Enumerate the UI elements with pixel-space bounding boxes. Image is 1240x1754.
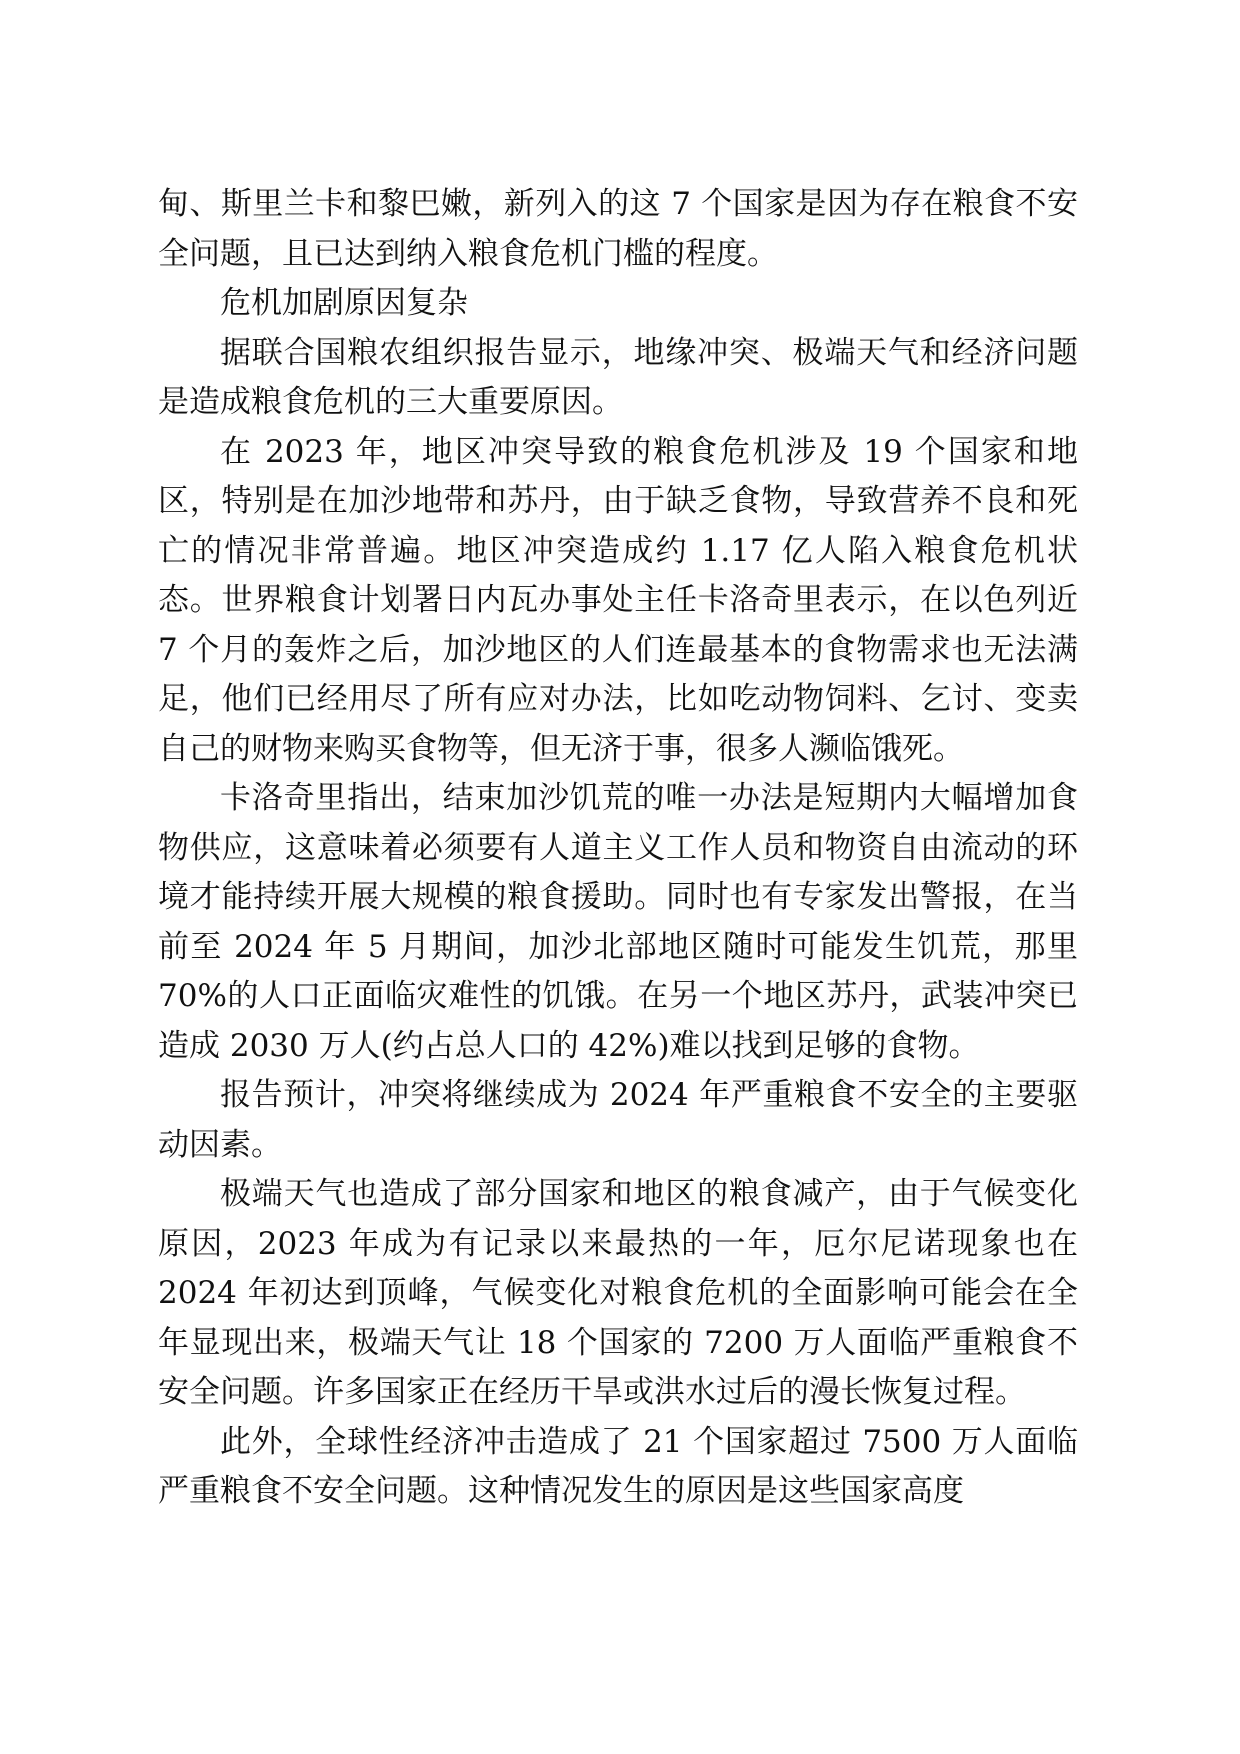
article-body <box>158 180 1078 1517</box>
paragraph: 在 2023 年，地区冲突导致的粮食危机涉及 19 个国家和地区，特别是在加沙地带和苏丹，由于缺乏食物，导致营养不良和死亡的情况非常普遍。地区冲突造成约 1.17 亿人陷入粮食危机状态。世界粮食计划署日内瓦办事处主任卡洛奇里表示，在以色列近 7 个月的轰炸之后，加沙地区的人们连最基本的食物需求也无法满足，他们已经用尽了所有应对办法，比如吃动物饲料、乞讨、变卖自己的财物来购买食物等，但无济于事，很多人濒临饿死。 <box>158 433 1078 767</box>
paragraph: 卡洛奇里指出，结束加沙饥荒的唯一办法是短期内大幅增加食物供应，这意味着必须要有人道主义工作人员和物资自由流动的环境才能持续开展大规模的粮食援助。同时也有专家发出警报，在当前至 2024 年 5 月期间，加沙北部地区随时可能发生饥荒，那里 70%的人口正面临灾难性的饥饿。在另一个地区苏丹，武装冲突已造成 2030 万人(约占总人口的 42%)难以找到足够的食物。 <box>158 780 1078 1064</box>
paragraph: 极端天气也造成了部分国家和地区的粮食减产，由于气候变化原因，2023 年成为有记录以来最热的一年，厄尔尼诺现象也在 2024 年初达到顶峰，气候变化对粮食危机的全面影响可能会在全年显现出来，极端天气让 18 个国家的 7200 万人面临严重粮食不安全问题。许多国家正在经历干旱或洪水过后的漫长恢复过程。 <box>158 1176 1078 1410</box>
paragraph: 据联合国粮农组织报告显示，地缘冲突、极端天气和经济问题是造成粮食危机的三大重要原因。 <box>158 334 1078 420</box>
paragraph-truncated: 此外，全球性经济冲击造成了 21 个国家超过 7500 万人面临严重粮食不安全问题。这种情况发生的原因是这些国家高度 <box>158 1423 1078 1509</box>
paragraph-continued: 甸、斯里兰卡和黎巴嫩，新列入的这 7 个国家是因为存在粮食不安全问题，且已达到纳入粮食危机门槛的程度。 <box>158 186 1078 272</box>
paragraph: 报告预计，冲突将继续成为 2024 年严重粮食不安全的主要驱动因素。 <box>158 1077 1078 1163</box>
section-heading: 危机加剧原因复杂 <box>220 285 468 321</box>
